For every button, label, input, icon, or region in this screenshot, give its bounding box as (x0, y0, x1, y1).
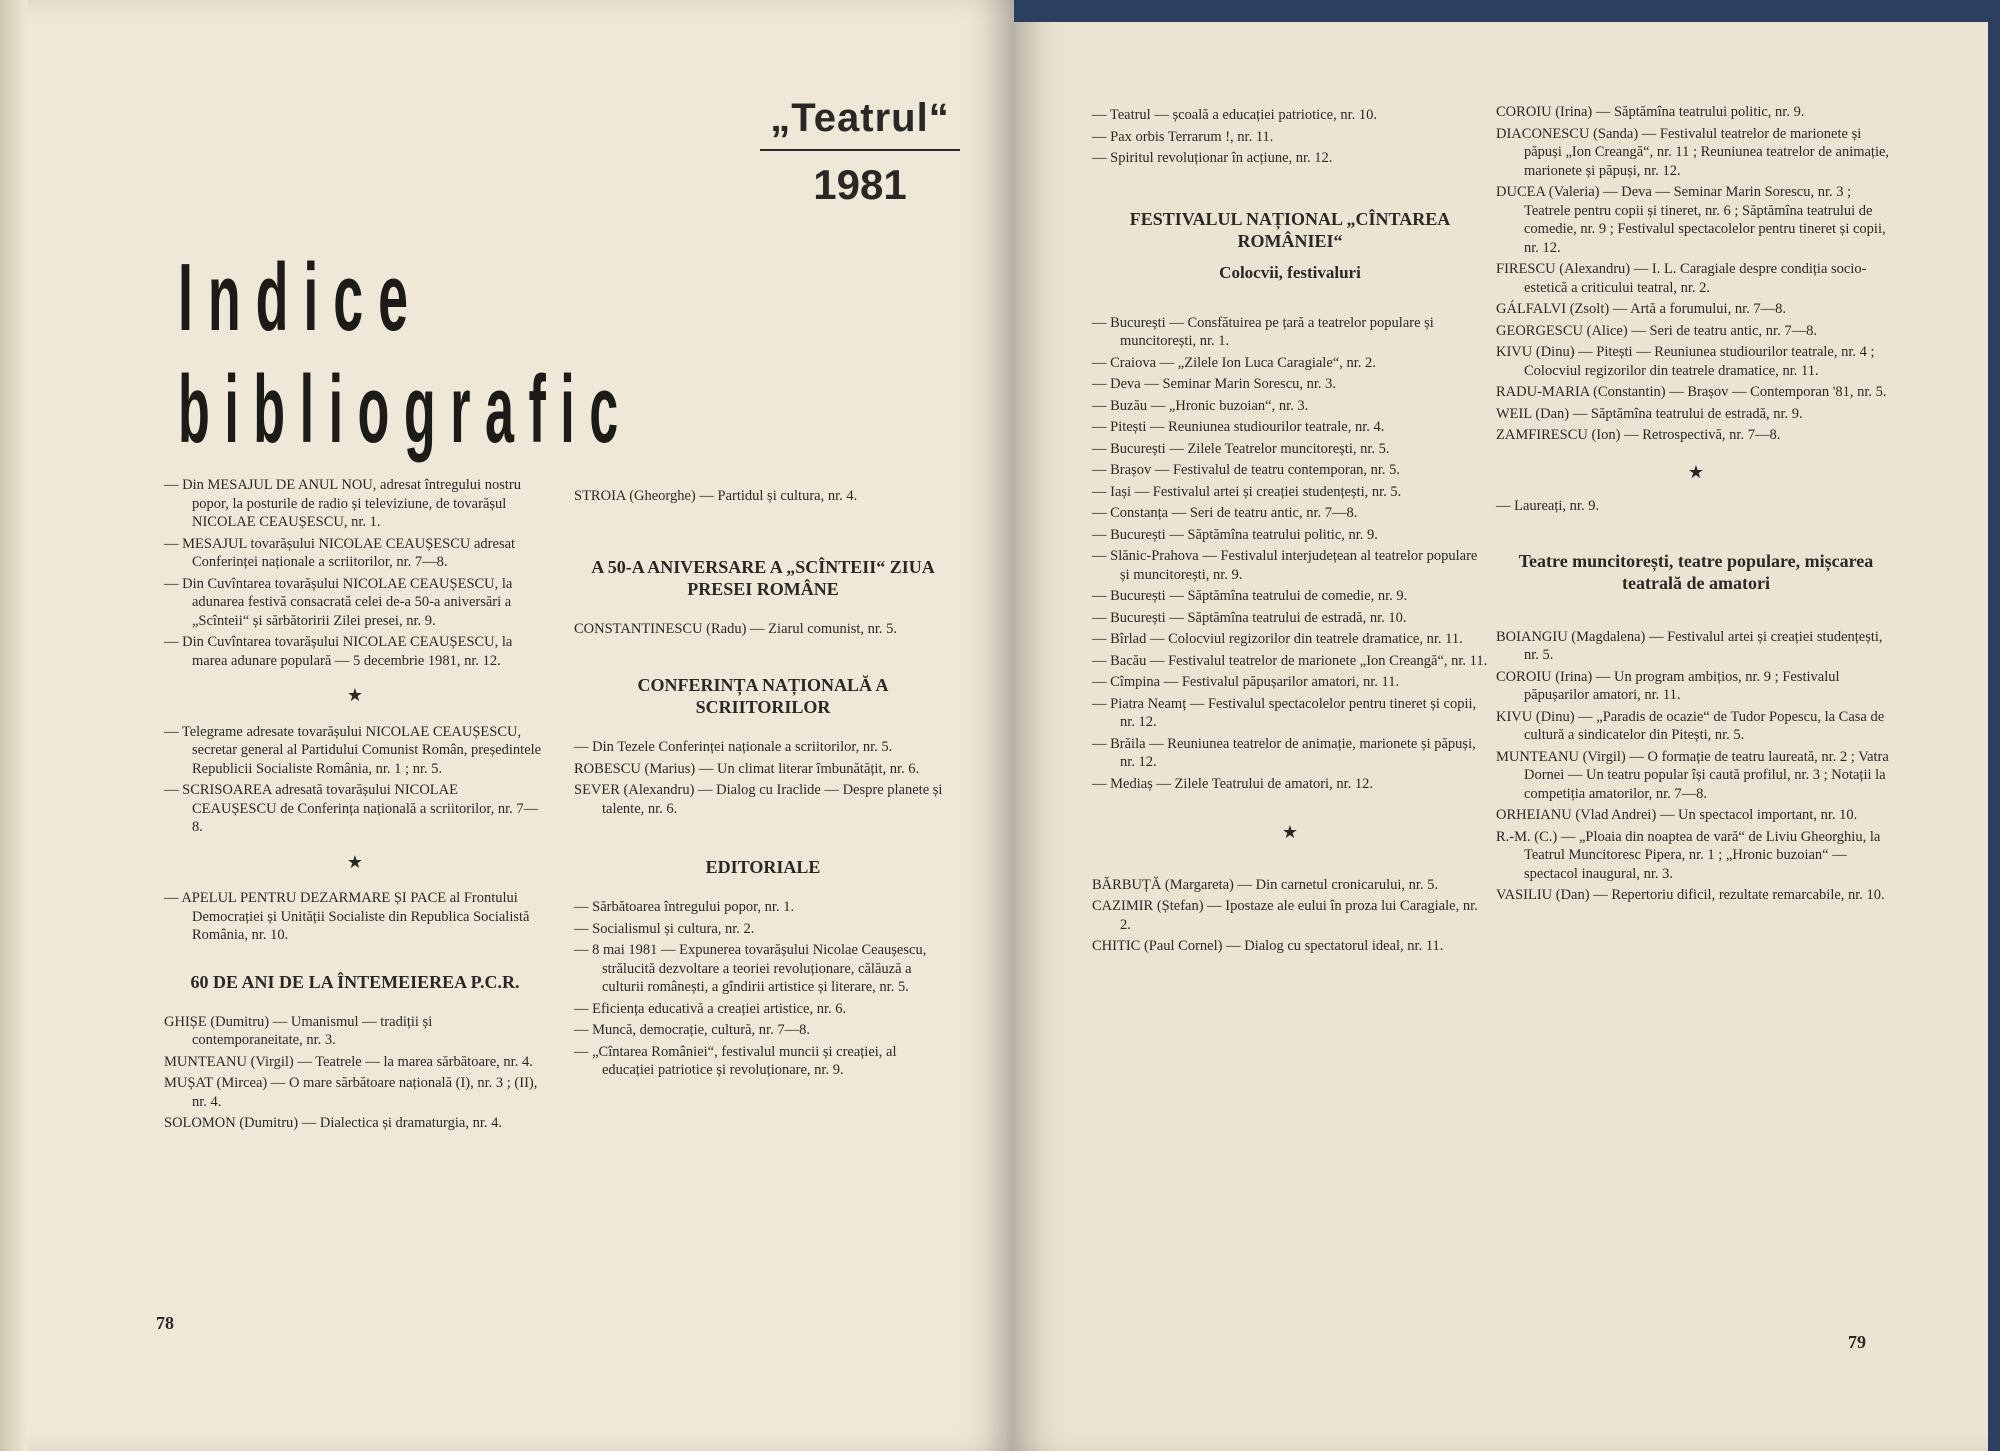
star-separator: ★ (346, 851, 364, 872)
list-item: BOIANGIU (Magdalena) — Festivalul artei și creației studențești, nr. 5. (1496, 628, 1883, 663)
star-separator: ★ (346, 685, 364, 705)
list-item: — Cîmpina — Festivalul păpușarilor amatori, nr. 11. (1092, 674, 1400, 690)
list-item: — 8 mai 1981 — Expunerea tovarășului Nicolae Ceaușescu, strălucită dezvoltare a teoriei revoluționare, călăuză a culturii românești, a gîndirii artistice și literare, nr. 5. (574, 942, 927, 995)
section-heading-pcr: 60 DE ANI DE LA ÎNTEMEIEREA P.C.R. (190, 971, 520, 992)
section-heading-amateurs: Teatre muncitorești, teatre populare, mișcarea teatrală de amatori (1518, 550, 1874, 593)
star-separator: ★ (1281, 822, 1299, 842)
list-item: KIVU (Dinu) — „Paradis de ocazie“ de Tudor Popescu, la Casa de cultură a sindicatelor din Pitești, nr. 5. (1496, 708, 1885, 743)
list-item: — Telegrame adresate tovarășului NICOLAE CEAUȘESCU, secretar general al Partidului Comunist Român, președintele Republicii Socialiste România, nr. 1 ; nr. 5. (164, 723, 542, 777)
column-3 (1092, 106, 1488, 959)
title-line-1: I n d i c e (178, 244, 409, 351)
section-heading-festival: FESTIVALUL NAȚIONAL „CÎNTAREA ROMÂNIEI“ (1129, 208, 1451, 251)
list-item: GÁLFALVI (Zsolt) — Artă a forumului, nr. 7—8. (1496, 301, 1786, 317)
list-item: — Teatrul — școală a educației patriotice, nr. 10. (1092, 107, 1377, 123)
list-item: GEORGESCU (Alice) — Seri de teatru antic, nr. 7—8. (1496, 322, 1817, 339)
list-item: — Din Cuvîntarea tovarășului NICOLAE CEAUȘESCU, la adunarea festivă consacrată celei de-a 50-a aniversări a „Scînteii“ și sărbătoririi Zilei presei, nr. 9. (164, 575, 513, 629)
list-item: KIVU (Dinu) — Pitești — Reuniunea studiourilor teatrale, nr. 4 ; Colocviul regizorilor din teatrele dramatice, nr. 11. (1496, 344, 1875, 379)
list-item: MUȘAT (Mircea) — O mare sărbătoare națională (I), nr. 3 ; (II), nr. 4. (164, 1075, 538, 1110)
book-cover-edge-right (1988, 0, 2000, 1451)
list-item: R.-M. (C.) — „Ploaia din noaptea de vară“ de Liviu Gheorghiu, la Teatrul Muncitoresc Pipera, nr. 1 ; „Hronic buzoian“ — spectacol inaugural, nr. 3. (1496, 828, 1881, 882)
list-authors-2 (1496, 103, 1896, 445)
star-separator: ★ (1687, 461, 1705, 482)
list-item: CHITIC (Paul Cornel) — Dialog cu spectatorul ideal, nr. 11. (1092, 938, 1444, 954)
list-item: CAZIMIR (Ștefan) — Ipostaze ale eului în proza lui Caragiale, nr. 2. (1092, 898, 1478, 933)
section-subheading-festival: Colocvii, festivaluri (1219, 262, 1361, 282)
list-item: — București — Săptămîna teatrului de comedie, nr. 9. (1092, 588, 1408, 604)
list-item: — Piatra Neamț — Festivalul spectacolelor pentru tineret și copii, nr. 12. (1092, 695, 1477, 730)
title-line-2: b i b l i o g r a f i c (178, 356, 619, 463)
section-heading-scinteia: A 50-A ANIVERSARE A „SCÎNTEII“ ZIUA PRESEI ROMÂNE (591, 556, 935, 599)
list-amateurs (1496, 628, 1896, 905)
list-conference (574, 738, 952, 818)
list-item: — Pitești — Reuniunea studiourilor teatrale, nr. 4. (1092, 419, 1385, 435)
book-cover-edge (1014, 0, 2000, 22)
list-item: — Pax orbis Terrarum !, nr. 11. (1092, 128, 1274, 145)
section-heading-editorials: EDITORIALE (705, 857, 821, 877)
list-item: — Muncă, democrație, cultură, nr. 7—8. (574, 1022, 810, 1038)
list-item: COROIU (Irina) — Un program ambițios, nr. 9 ; Festivalul păpușarilor amatori, nr. 11. (1496, 668, 1840, 703)
list-pcr (164, 1013, 546, 1133)
list-item: — MESAJUL tovarășului NICOLAE CEAUȘESCU adresat Conferinței naționale a scriitorilor, nr. 7—8. (164, 535, 516, 570)
list-item: SOLOMON (Dumitru) — Dialectica și dramaturgia, nr. 4. (164, 1115, 502, 1131)
list-item: — Sărbătoarea întregului popor, nr. 1. (574, 899, 795, 915)
list-editorials-cont (1092, 106, 1488, 168)
list-item: — Din MESAJUL DE ANUL NOU, adresat întregului nostru popor, la posturile de radio și televiziune, de tovarășul NICOLAE CEAUȘESCU, nr. 1. (164, 477, 521, 530)
list-item: ROBESCU (Marius) — Un climat literar îmbunătățit, nr. 6. (574, 760, 920, 777)
list-item: — Slănic-Prahova — Festivalul interjudețean al teatrelor populare și muncitorești, nr. 9. (1092, 548, 1478, 583)
list-item: DIACONESCU (Sanda) — Festivalul teatrelor de marionete și păpuși „Ion Creangă“, nr. 11 ; Reuniunea teatrelor de animație, marionete și păpuși, nr. 12. (1496, 125, 1890, 179)
list-appeal (164, 889, 546, 945)
page-number-right: 79 (1848, 1332, 1866, 1352)
list-item: WEIL (Dan) — Săptămîna teatrului de estradă, nr. 9. (1496, 405, 1803, 422)
page-number-left: 78 (156, 1313, 174, 1333)
list-item: — București — Consfătuirea pe țară a teatrelor populare și muncitorești, nr. 1. (1092, 314, 1434, 349)
list-item: — „Cîntarea României“, festivalul muncii și creației, al educației patriotice și revoluționare, nr. 9. (574, 1043, 897, 1078)
list-item: — București — Săptămîna teatrului de estradă, nr. 10. (1092, 609, 1407, 626)
list-item: MUNTEANU (Virgil) — Teatrele — la marea sărbătoare, nr. 4. (164, 1053, 533, 1070)
list-item: COROIU (Irina) — Săptămîna teatrului politic, nr. 9. (1496, 104, 1805, 120)
list-item: DUCEA (Valeria) — Deva — Seminar Marin Sorescu, nr. 3 ; Teatrele pentru copii și tineret, nr. 6 ; Săptămîna teatrului de comedie, nr. 9 ; Festivalul spectacolelor pentru tineret și copii, nr. 12. (1496, 184, 1886, 256)
column-2 (574, 487, 952, 1083)
journal-year: 1981 (813, 161, 907, 208)
list-item: GHIȘE (Dumitru) — Umanismul — tradiții și contemporaneitate, nr. 3. (164, 1013, 433, 1048)
list-item: — Buzău — „Hronic buzoian“, nr. 3. (1092, 397, 1309, 414)
list-item: — Craiova — „Zilele Ion Luca Caragiale“, nr. 2. (1092, 354, 1376, 371)
list-authors-1 (1092, 876, 1488, 956)
list-item: BĂRBUȚĂ (Margareta) — Din carnetul cronicarului, nr. 5. (1092, 876, 1439, 893)
list-item: — Bacău — Festivalul teatrelor de marionete „Ion Creangă“, nr. 11. (1092, 652, 1488, 669)
list-item: — Din Tezele Conferinței naționale a scriitorilor, nr. 5. (574, 739, 893, 755)
list-item: STROIA (Gheorghe) — Partidul și cultura, nr. 4. (574, 488, 858, 504)
list-item: — Deva — Seminar Marin Sorescu, nr. 3. (1092, 376, 1337, 392)
list-item: FIRESCU (Alexandru) — I. L. Caragiale despre condiția socio-estetică a criticului teatral, nr. 2. (1496, 261, 1867, 296)
journal-masthead (760, 96, 960, 209)
list-item: — Bîrlad — Colocviul regizorilor din teatrele dramatice, nr. 11. (1092, 631, 1463, 647)
list-scinteia (574, 620, 952, 639)
list-item: ZAMFIRESCU (Ion) — Retrospectivă, nr. 7—8. (1496, 427, 1781, 443)
journal-name: „Teatrul“ (760, 96, 960, 151)
list-editorials (574, 898, 952, 1080)
right-page (1014, 0, 2000, 1451)
column-4 (1496, 103, 1896, 908)
list-item: — Brăila — Reuniunea teatrelor de animație, marionete și păpuși, nr. 12. (1092, 735, 1476, 770)
list-stroia (574, 487, 952, 506)
list-item: ORHEIANU (Vlad Andrei) — Un spectacol important, nr. 10. (1496, 807, 1858, 823)
list-item: — Spiritul revoluționar în acțiune, nr. 12. (1092, 150, 1333, 166)
list-item: — APELUL PENTRU DEZARMARE ȘI PACE al Frontului Democrației și Unității Socialiste din Republica Socialistă România, nr. 10. (164, 890, 530, 943)
list-festivals (1092, 314, 1488, 794)
list-laureati (1496, 497, 1896, 516)
list-item: — Iași — Festivalul artei și creației studențești, nr. 5. (1092, 483, 1402, 500)
list-item: — Brașov — Festivalul de teatru contemporan, nr. 5. (1092, 462, 1401, 478)
list-item: RADU-MARIA (Constantin) — Brașov — Contemporan '81, nr. 5. (1496, 384, 1887, 400)
list-item: — Mediaș — Zilele Teatrului de amatori, nr. 12. (1092, 775, 1373, 792)
list-telegrams (164, 723, 546, 837)
list-item: VASILIU (Dan) — Repertoriu dificil, rezultate remarcabile, nr. 10. (1496, 887, 1885, 903)
section-heading-conference: CONFERINȚA NAȚIONALĂ A SCRIITORILOR (637, 675, 889, 717)
list-item: — Socialismul și cultura, nr. 2. (574, 920, 755, 937)
list-item: — Constanța — Seri de teatru antic, nr. 7—8. (1092, 505, 1358, 521)
list-item: — Laureați, nr. 9. (1496, 498, 1600, 514)
list-item: — Eficiența educativă a creației artistice, nr. 6. (574, 1000, 847, 1017)
list-item: SEVER (Alexandru) — Dialog cu Iraclide — Despre planete și talente, nr. 6. (574, 782, 943, 817)
list-item: MUNTEANU (Virgil) — O formație de teatru laureată, nr. 2 ; Vatra Dornei — Un teatru popular își caută profilul, nr. 3 ; Notații la competiția amatorilor, nr. 7—8. (1496, 748, 1889, 802)
column-1 (164, 476, 546, 1136)
list-item: — București — Zilele Teatrelor muncitorești, nr. 5. (1092, 440, 1390, 457)
list-messages (164, 476, 546, 670)
list-item: — București — Săptămîna teatrului politic, nr. 9. (1092, 526, 1378, 543)
list-item: — Din Cuvîntarea tovarășului NICOLAE CEAUȘESCU, la marea adunare populară — 5 decembrie 1981, nr. 12. (164, 634, 513, 669)
list-item: CONSTANTINESCU (Radu) — Ziarul comunist, nr. 5. (574, 620, 898, 637)
list-item: — SCRISOAREA adresată tovarășului NICOLAE CEAUȘESCU de Conferința națională a scriitorilor, nr. 7—8. (164, 782, 539, 835)
